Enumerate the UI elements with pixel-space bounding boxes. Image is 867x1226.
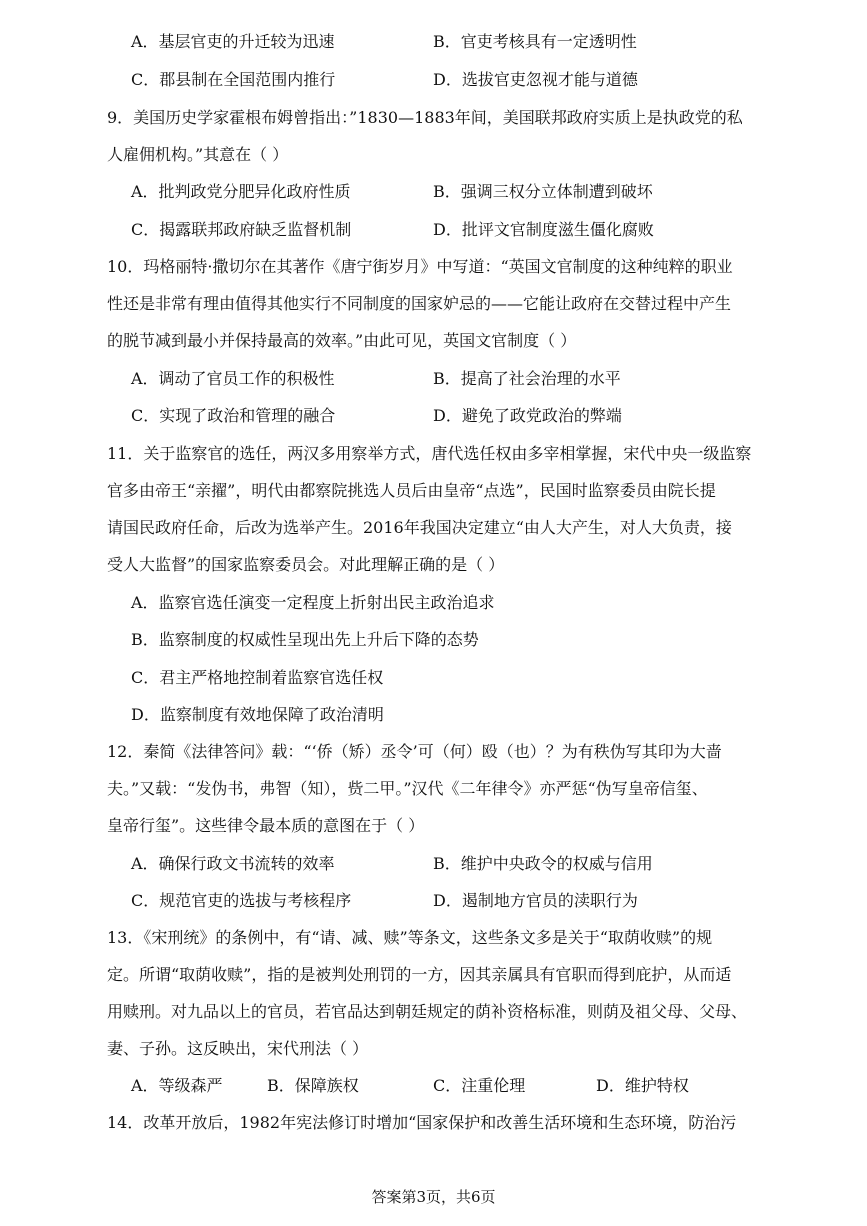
q13-option-c: C．注重伦理: [433, 1076, 526, 1095]
q10-option-c: C．实现了政治和管理的融合: [131, 406, 336, 425]
q8-option-c: C．郡县制在全国范围内推行: [131, 70, 336, 89]
q11-option-a: A．监察官选任演变一定程度上折射出民主政治追求: [131, 593, 495, 612]
q11-option-b: B．监察制度的权威性呈现出先上升后下降的态势: [131, 630, 479, 649]
q11-stem-line-4: 受人大监督”的国家监察委员会。对此理解正确的是（ ）: [107, 555, 505, 574]
q12-stem-line-2: 夫。”又载：“发伪书，弗智（知），赀二甲。”汉代《二年律令》亦严惩“伪写皇帝信玺、: [107, 779, 708, 798]
q13-stem-line-4: 妻、子孙。这反映出，宋代刑法（ ）: [107, 1039, 369, 1058]
q9-option-b: B．强调三权分立体制遭到破坏: [433, 182, 653, 201]
q8-option-b: B．官吏考核具有一定透明性: [433, 32, 637, 51]
q12-option-d: D．遏制地方官员的渎职行为: [433, 891, 638, 910]
q9-stem-line-1: 9．美国历史学家霍根布姆曾指出：”1830—1883年间，美国联邦政府实质上是执政党的私: [107, 108, 743, 127]
q13-stem-line-2: 定。所谓“取荫收赎”，指的是被判处刑罚的一方，因其亲属具有官职而得到庇护，从而适: [107, 965, 732, 984]
q10-stem-line-3: 的脱节减到最小并保持最高的效率。”由此可见，英国文官制度（ ）: [107, 331, 577, 350]
q13-option-a: A．等级森严: [131, 1076, 223, 1095]
q11-stem-line-1: 11．关于监察官的选任，两汉多用察举方式，唐代选任权由多宰相掌握，宋代中央一级监察: [107, 444, 752, 463]
q9-option-a: A．批判政党分肥异化政府性质: [131, 182, 351, 201]
q10-option-d: D．避免了政党政治的弊端: [433, 406, 622, 425]
q13-option-d: D．维护特权: [596, 1076, 689, 1095]
q12-option-b: B．维护中央政令的权威与信用: [433, 854, 653, 873]
q11-option-c: C．君主严格地控制着监察官选任权: [131, 668, 384, 687]
q11-option-d: D．监察制度有效地保障了政治清明: [131, 705, 384, 724]
q12-option-c: C．规范官吏的选拔与考核程序: [131, 891, 352, 910]
q8-option-d: D．选拔官吏忽视才能与道德: [433, 70, 638, 89]
page-footer: 答案第3页，共6页: [371, 1188, 496, 1206]
q10-stem-line-2: 性还是非常有理由值得其他实行不同制度的国家妒忌的——它能让政府在交替过程中产生: [107, 294, 732, 313]
q10-option-b: B．提高了社会治理的水平: [433, 369, 621, 388]
q11-stem-line-3: 请国民政府任命，后改为选举产生。2016年我国决定建立“由人大产生，对人大负责，接: [107, 518, 732, 537]
q9-option-c: C．揭露联邦政府缺乏监督机制: [131, 220, 352, 239]
q9-stem-line-2: 人雇佣机构。”其意在（ ）: [107, 145, 289, 164]
q13-stem-line-1: 13．《宋刑统》的条例中，有“请、减、赎”等条文，这些条文多是关于“取荫收赎”的规: [107, 928, 713, 947]
q12-stem-line-3: 皇帝行玺”。这些律令最本质的意图在于（ ）: [107, 816, 425, 835]
q9-option-d: D．批评文官制度滋生僵化腐败: [433, 220, 654, 239]
q13-option-b: B．保障族权: [267, 1076, 359, 1095]
q12-stem-line-1: 12．秦简《法律答问》载：“‘侨（矫）丞令’可（何）殴（也）？为有秩伪写其印为大啬: [107, 742, 722, 761]
q13-stem-line-3: 用赎刑。对九品以上的官员，若官品达到朝廷规定的荫补资格标准，则荫及祖父母、父母、: [107, 1002, 748, 1021]
q12-option-a: A．确保行政文书流转的效率: [131, 854, 335, 873]
q14-stem-line-1: 14．改革开放后，1982年宪法修订时增加“国家保护和改善生活环境和生态环境，防治污: [107, 1113, 737, 1132]
q11-stem-line-2: 官多由帝王“亲擢”，明代由都察院挑选人员后由皇帝“点选”，民国时监察委员由院长提: [107, 481, 716, 500]
q10-stem-line-1: 10．玛格丽特·撒切尔在其著作《唐宁街岁月》中写道：“英国文官制度的这种纯粹的职业: [107, 257, 733, 276]
q10-option-a: A．调动了官员工作的积极性: [131, 369, 335, 388]
q8-option-a: A．基层官吏的升迁较为迅速: [131, 32, 335, 51]
